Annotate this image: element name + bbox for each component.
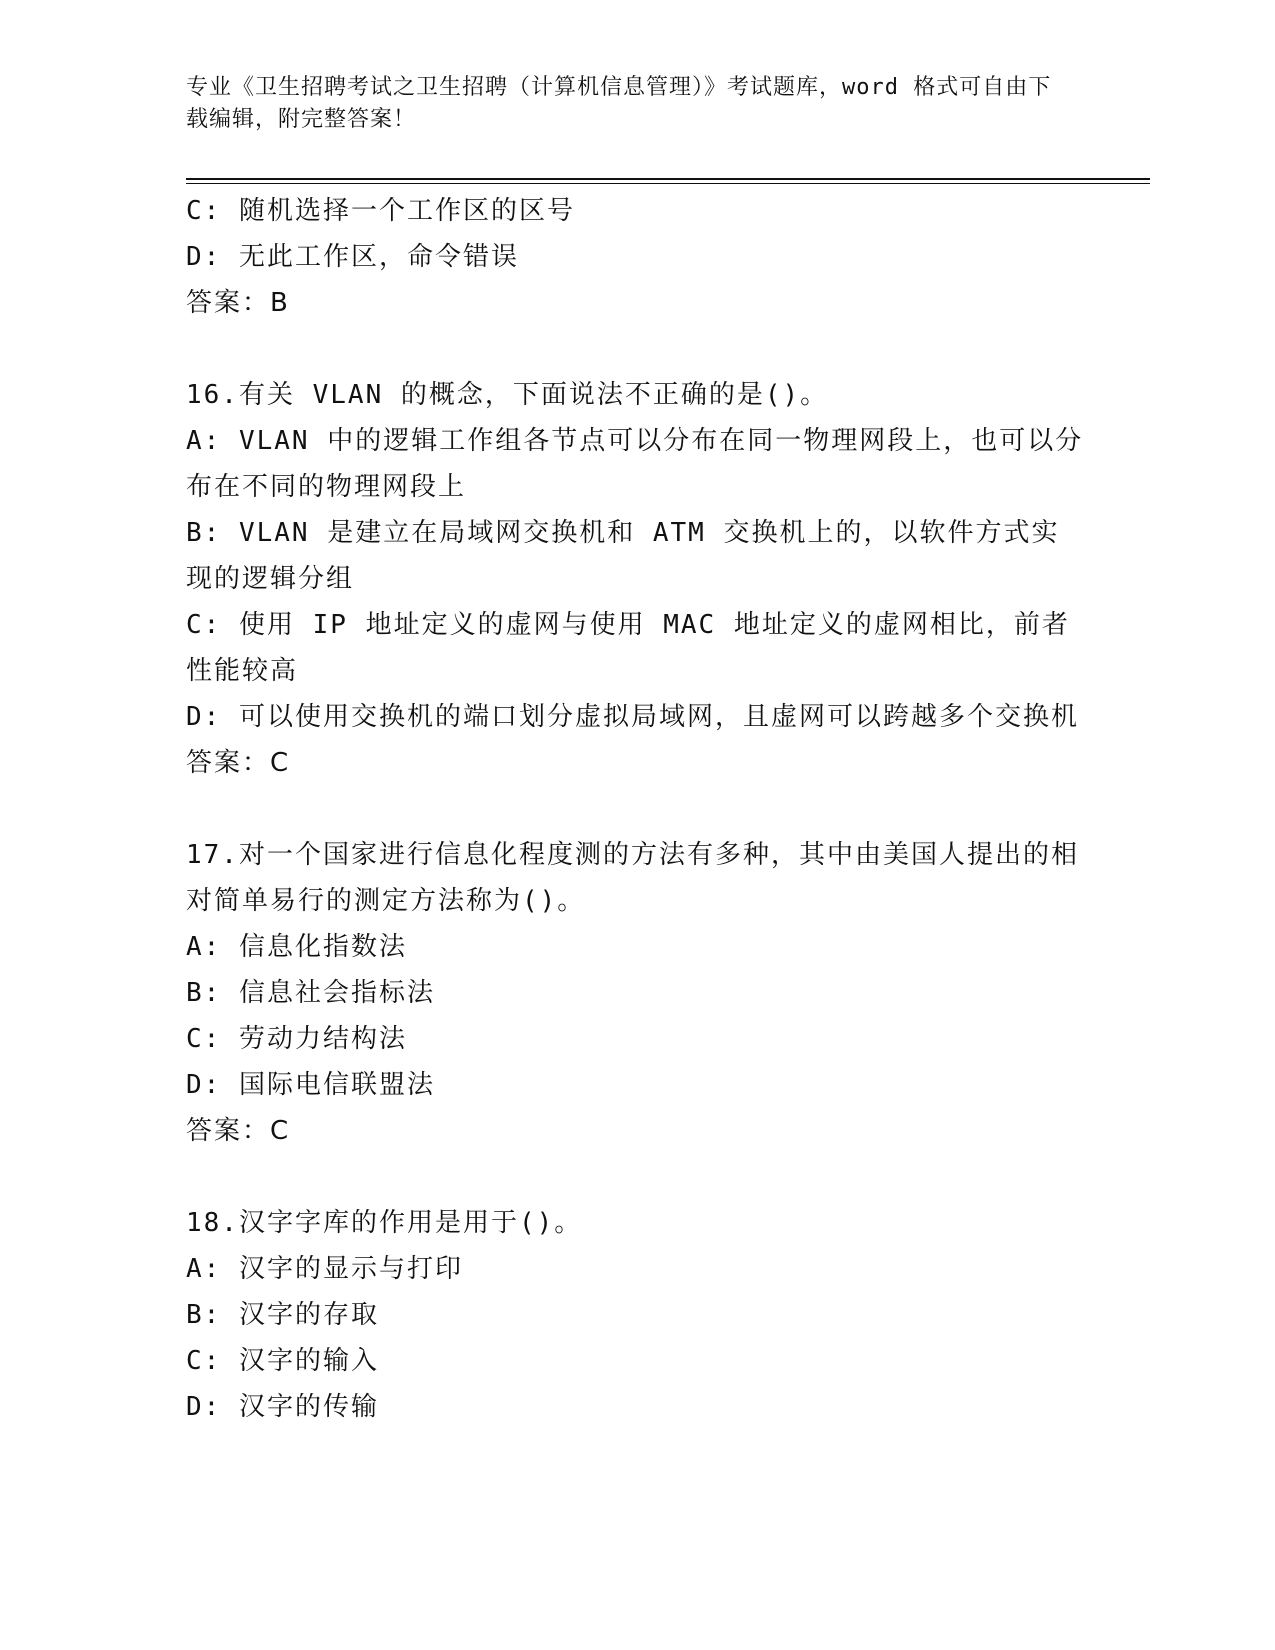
document-body (186, 188, 1086, 1430)
option-c: C: 汉字的输入 (186, 1346, 379, 1376)
header-rule-thick (186, 178, 1150, 180)
option-a: A: 信息化指数法 (186, 932, 407, 962)
header-rule-thin (186, 183, 1150, 184)
option-c: C: 劳动力结构法 (186, 1024, 407, 1054)
answer-line: 答案：B (186, 288, 290, 318)
option-c: C: 随机选择一个工作区的区号 (186, 196, 575, 226)
option-d: D: 无此工作区，命令错误 (186, 242, 519, 272)
question-18 (186, 1200, 1086, 1430)
question-17 (186, 832, 1086, 1154)
option-b: B: 信息社会指标法 (186, 978, 435, 1008)
option-b: B: 汉字的存取 (186, 1300, 379, 1330)
question-16 (186, 372, 1086, 786)
answer-line: 答案：C (186, 1116, 291, 1146)
option-d: D: 汉字的传输 (186, 1392, 379, 1422)
option-d: D: 国际电信联盟法 (186, 1070, 435, 1100)
option-d: D: 可以使用交换机的端口划分虚拟局域网，且虚网可以跨越多个交换机 (186, 702, 1079, 732)
question-stem: 18.汉字字库的作用是用于()。 (186, 1208, 583, 1238)
question-stem: 16.有关 VLAN 的概念，下面说法不正确的是()。 (186, 380, 829, 410)
option-b: B: VLAN 是建立在局域网交换机和 ATM 交换机上的，以软件方式实现的逻辑分组 (186, 518, 1060, 594)
answer-line: 答案：C (186, 748, 291, 778)
option-c: C: 使用 IP 地址定义的虚网与使用 MAC 地址定义的虚网相比，前者性能较高 (186, 610, 1070, 686)
option-a: A: 汉字的显示与打印 (186, 1254, 463, 1284)
question-stem: 17.对一个国家进行信息化程度测的方法有多种，其中由美国人提出的相对简单易行的测定方法称为()。 (186, 840, 1079, 916)
option-a: A: VLAN 中的逻辑工作组各节点可以分布在同一物理网段上，也可以分布在不同的物理网段上 (186, 426, 1084, 502)
document-header: 专业《卫生招聘考试之卫生招聘（计算机信息管理）》考试题库，word 格式可自由下载编辑，附完整答案！ (186, 75, 1052, 132)
